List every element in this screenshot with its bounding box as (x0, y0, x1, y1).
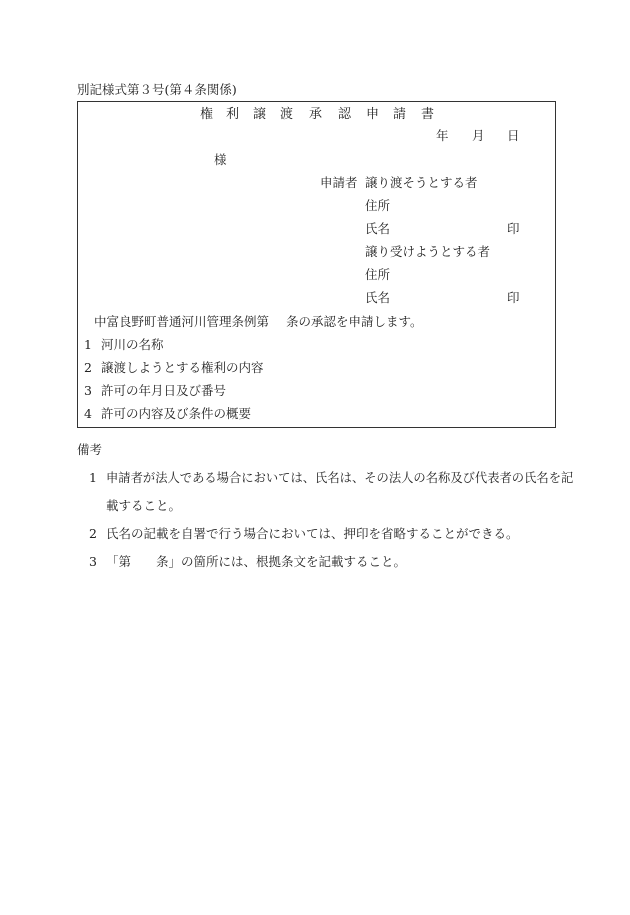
title-char: 認 (338, 107, 352, 122)
form-label: 別記様式第３号(第４条関係) (77, 82, 237, 97)
item-number: 3 (84, 383, 92, 398)
title-char: 渡 (280, 107, 294, 122)
request-statement-prefix: 中富良野町普通河川管理条例第 (94, 314, 270, 329)
application-form-box (77, 101, 556, 428)
remark-text-continuation: 載すること。 (106, 498, 182, 513)
item-text: 譲渡しようとする権利の内容 (101, 360, 264, 375)
title-char: 利 (226, 107, 240, 122)
title-char: 承 (309, 107, 323, 122)
remark-number: 1 (89, 470, 97, 485)
item-number: 1 (84, 337, 92, 352)
remark-text: 氏名の記載を自署で行う場合においては、押印を省略することができる。 (106, 526, 519, 541)
date-month-label: 月 (472, 128, 485, 143)
addressee-suffix: 様 (214, 152, 227, 167)
request-statement-suffix: 条の承認を申請します。 (286, 314, 423, 329)
transferee-heading: 譲り受けようとする者 (365, 244, 491, 259)
item-number: 2 (84, 360, 92, 375)
remark-text: 申請者が法人である場合においては、氏名は、その法人の名称及び代表者の氏名を記 (106, 471, 574, 485)
remark-number: 2 (89, 526, 97, 541)
date-year-label: 年 (436, 128, 449, 143)
transferor-address-label: 住所 (365, 198, 391, 213)
remark-text: 「第 条」の箇所には、根拠条文を記載すること。 (106, 554, 407, 569)
title-char: 請 (393, 107, 407, 122)
transferee-seal-mark: 印 (507, 290, 520, 305)
item-number: 4 (84, 406, 92, 421)
applicant-label: 申請者 (320, 175, 358, 190)
title-char: 権 (200, 107, 214, 122)
transferee-name-label: 氏名 (365, 290, 391, 305)
title-char: 申 (366, 107, 380, 122)
date-day-label: 日 (507, 128, 520, 143)
transferor-name-label: 氏名 (365, 221, 391, 236)
item-text: 許可の内容及び条件の概要 (101, 406, 252, 421)
title-char: 譲 (253, 107, 267, 122)
transferor-heading: 譲り渡そうとする者 (365, 175, 478, 190)
transferee-address-label: 住所 (365, 267, 391, 282)
item-text: 許可の年月日及び番号 (101, 383, 227, 398)
transferor-seal-mark: 印 (507, 221, 520, 236)
item-text: 河川の名称 (101, 337, 164, 352)
remark-number: 3 (89, 554, 97, 569)
remarks-heading: 備考 (77, 442, 103, 457)
title-char: 書 (421, 107, 435, 122)
